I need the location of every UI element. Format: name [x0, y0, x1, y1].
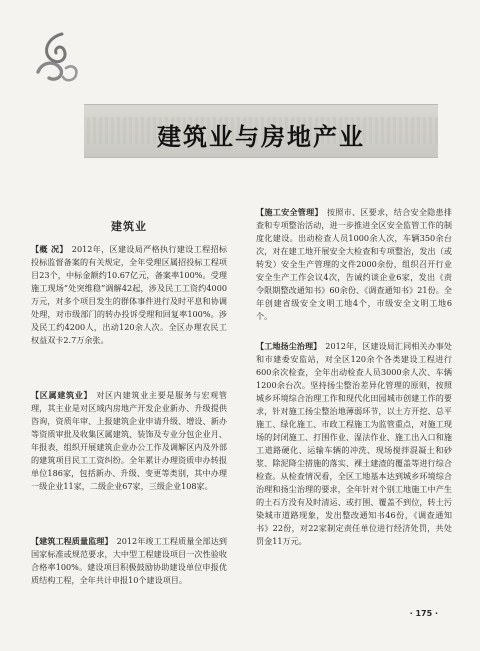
- paragraph-overview: [31, 243, 227, 347]
- paragraph-body: 2012年，区建设局汇同相关办事处和市建委安监站，对全区120余个各类建设工程进行600余次检查，全年出动检查人员3000余人次、车辆1200余台次。坚持扬尘整治差异化管理的原则，按照城乡环境综合治理工作和现代化田园城市创建工作的要求，针对施工扬尘整治地薄弱环节，以土方开挖、总平施工、绿化施工、市政工程施工为监管重点，对施工现场的封闭施工、打围作业、湿法作业、施工出入口和施工道路硬化、运输车辆的冲洗、现场搅拌混凝土和砂浆、除泥降尘措施的落实、裸土建渣的覆盖等进行综合检查。从检查情况看，全区工地基本达到城乡环境综合治理和扬尘治理的要求，全年针对个别工地施工中产生的土石方没有及时清运、或打围、覆盖不到位，转土污染城市道路现象，发出整改通知书46份，《调查通知书》22份，对22家制定责任单位进行经济处罚，共处罚金11万元。: [256, 341, 452, 546]
- paragraph-heading: 【工地扬尘治理】: [256, 341, 322, 351]
- paragraph-body: 2012年竣工工程质量全部达到国家标准或规范要求，大中型工程建设项目一次性验收合格率100%。建设项目积极鼓励协助建设单位申报优质结构工程，全年共计申报10个建设项目。: [31, 536, 227, 585]
- paragraph-safety-management: [256, 206, 452, 323]
- paragraph-heading: 【建筑工程质量监理】: [31, 536, 113, 546]
- paragraph-district-construction: [31, 389, 227, 493]
- title-band: [84, 104, 438, 158]
- page-title: 建筑业与房地产业: [157, 123, 365, 151]
- paragraph-body: 按照市、区要求，结合安全隐患排查和专项整治活动，进一步推进全区安全监管工作的制度化建设。出动检查人员1000余人次，车辆350余台次，对在建工地开展安全大检查和专项整治，发出（或转发）安全生产管理的文件2000余份，组织召开行业安全生产工作会议4次，告诫约谈企业6家，发出《责令限期整改通知书》60余份、《调查通知书》21份。全年创建省级安全文明工地4个，市级安全文明工地6个。: [256, 207, 452, 321]
- paragraph-heading: 【概 况】: [31, 244, 68, 254]
- paragraph-body: 2012年，区建设局严格执行建设工程招标投标监督备案的有关规定，全年受理区属招投标工程项目23个，中标金额约10.67亿元，备案率100%。受理施工现场“处突维稳”调解42起，涉及民工工资约4000万元，对多个项目发生的群体事件进行及时平息和协调处理，对市级部门的转办投诉受理和回复率100%。涉及民工约4200人，出动120余人次。全区办理农民工权益双卡2.7万余张。: [31, 244, 227, 345]
- page-number: · 175 ·: [409, 609, 438, 618]
- paragraph-heading: 【区属建筑业】: [31, 390, 93, 400]
- paragraph-dust-control: [256, 340, 452, 548]
- paragraph-heading: 【施工安全管理】: [256, 207, 323, 217]
- paragraph-quality-supervision: [31, 535, 227, 587]
- paragraph-body: 对区内建筑业主要是服务与宏观管理，其主业是对区域内房地产开发企业新办、升级提供咨询，资质年审、上报建筑企业申请升级、增设、新办等资质审批及收集区属建筑、装饰及专业分包企业月、年报表，组织开展建筑企业办公工作及调解区内及外部的建筑项目民工工资纠纷。全年累计办理资质申办转报单位186家，包括新办、升级、变更等类别，其中办理一级企业11家，二级企业67家，三级企业108家。: [31, 390, 227, 491]
- swirl-logo-icon: [32, 28, 82, 86]
- section-heading: 建筑业: [111, 220, 147, 233]
